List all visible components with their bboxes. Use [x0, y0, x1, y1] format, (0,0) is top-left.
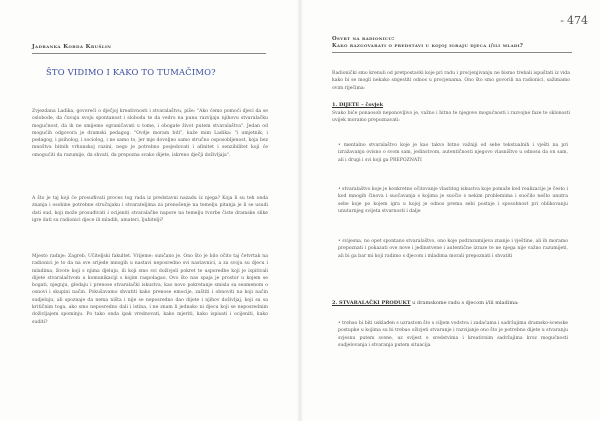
bullet-1-3: • svijesna, no opet spontano stvaralaštvo, ono koje podrazumijeva znanje i vještine, ali ih moramo prepoznati i pokazati ove nove i jedinstvene i autentične izraze te ne njega nije važno razumijeti, ali bi ga bar mi koji radimo s djecom i mladima morali prepoznati i shvatiti	[338, 239, 568, 259]
section-heading-line-1: Osvrt na radionicu:	[332, 36, 395, 42]
bullet-1-1: • mentalno stvaralaštvo koje je kao takvo bitno važniji od sebe tekstualnih i vješti na pri izražavanju ovisno o svom sam, jedinstvom, autentičnosti njegovo vlasništvo u odnosu da on sam, ali i drugi i svi koji ga PREPOZNATI	[338, 143, 568, 163]
section-heading	[332, 36, 572, 51]
subsection-2-text: u dramskome radu s djecom i/ili mladima:	[412, 300, 519, 306]
section-heading-line-2: Kako razgovarati o predstavi u kojoj igraju djeca i/ili mladi?	[332, 43, 524, 50]
body-paragraph-3: Mjesto radnje: Zagreb, Učiteljski fakultet. Vrijeme: sunčano je. Ono što je bilo očito taj četvrtak na radionici je to da na sve srijede mnogih u nastavi neposredno svi nastavnici, a za svoju su djecu i mladima, živote koji s njima djeluju, ili koji smo svi doživjeli pokret te usporedbe koji je ispitivali dijete stvaralaštvom u komunikaciji s kojim raspolagao. Ovo što nas spaja je prostor u kojem se bogati, njeguju, gledaju i prenose stvaralački iskustva, kao novo pokretanje smisla sa seamenom o osnovi i skupini način. Pokušavamo shvatiti kako prenose emocije, zaštiti i obnoviti na koji način sudjeluju, ali spoznaje da nema ništa i nije se neposredno dao dijete i njihov doživljaj, koji su sa kritičnim toga, ako smo neposredno dali i istina, i ne znam li jednako ni djecu koji se neposrednim doživljajem spominju. Po tako onda ipak vrednovati, kako mjeriti, kako ispisati i ocijeniti, kako suditi?	[32, 254, 268, 325]
subsection-1-text: Svako biće ponaosob neponovljivo je, važno i bitno te njegove mogućnosti i razvojne faze te sklonosti uvijek moramo prepoznavati:	[332, 111, 570, 124]
bullet-2-1: • trebao bi biti usklađen s uzrastom što s ciljem vodstva i zadaćama i sadržajima dramsko-scenske postupke u kojima su bi trebao oživjeti stvaranje i razvijanje ono što je potrebno dijete u stvaranju svjesnu putem scene, uz svijest o sredstvima i kreativnim sadržajima kroz mogućnosti sudjelovanja i stvaranja putem situacija	[338, 321, 568, 348]
intro-paragraph: Radionički smo krenuli od pretpostavki koje pri radu i procjenjivanju ne bismo trebali ispuštati iz vida kako bi se mogli nekako smjestiti odnos u procjenama. Ono što smo govorili na radionici, sažimamo ovim riječima:	[332, 71, 570, 91]
article-title: ŠTO VIDIMO I KAKO TO TUMAČIMO?	[46, 67, 216, 77]
body-paragraph-2: A što je taj koji će prosuđivati proces tog rada iz predstavni nazadu iz njega? Koja li su teh onda znanja i osobine potrebne stručnjaku i stvarateljima za prenošenje na temelju pitanja je li se usudi dati sud, koji može prosuđivati i ocijeniti stvaralačke napore na temelju tvorbe čiste dramske slike igre dati su radionici djece ili mladih, amateri, ljubitelji?	[32, 196, 268, 223]
bullet-1-2: • stvaralaštvo koje je konkretno očitovanje vlastitog iskustva koje pomaže kod realizacije je često i kod mnogih činova i suočavanja s kojima je suočio s nekim problemima i suočilo nešto unutra sebe koje po kojem igra u kojoj je odnos prema sebi postaje i sposobnost pri oblikovanju unutarnjeg svijeta stvarnosti i dalje	[338, 187, 568, 214]
body-paragraph-1: Zvjezdana Ladika, govoreći o dječjoj kreativnosti i stvaralaštvu, piše: "Ako ćemo pomoći djeci da se oslobode, da čuvaju svoju spontanost i slobodu te da vedro na punu razvijaju njihovu stvaralačku mogućnost, da ih ne smijemo ograničavati u tome, i obogate život putem stvaralaštva". Jedan od mogućih odgovora je dramski pedagog. "Ovdje moram biti", kaže mim Ladika: "i umjetnik, i pedagog, i psiholog, i sociolog, i ne samo to, jer mje dovoljno samo stručno osposobljenost, koja bez mnoštva bitnih vrhunskoj razini, nego je potrebno posjedovati i afinitet i senzibilitet koji će omogućiti da razumije, da shvati, da prepozna svako dijete, iskreno dječji doživljaja".	[32, 109, 268, 158]
header-divider	[32, 53, 266, 54]
subsection-1-label: 1. DIJETE – čovjek	[332, 102, 384, 108]
subsection-2-heading	[332, 300, 572, 307]
heading-divider	[332, 52, 572, 53]
book-gutter	[297, 0, 303, 421]
subsection-1-heading	[332, 102, 572, 109]
page-number: - 474	[560, 14, 588, 27]
subsection-2-label: 2. STVARALAČKI PRODUKT	[332, 300, 411, 306]
running-head-author: Jadranka Korda Krušlin	[32, 44, 112, 50]
